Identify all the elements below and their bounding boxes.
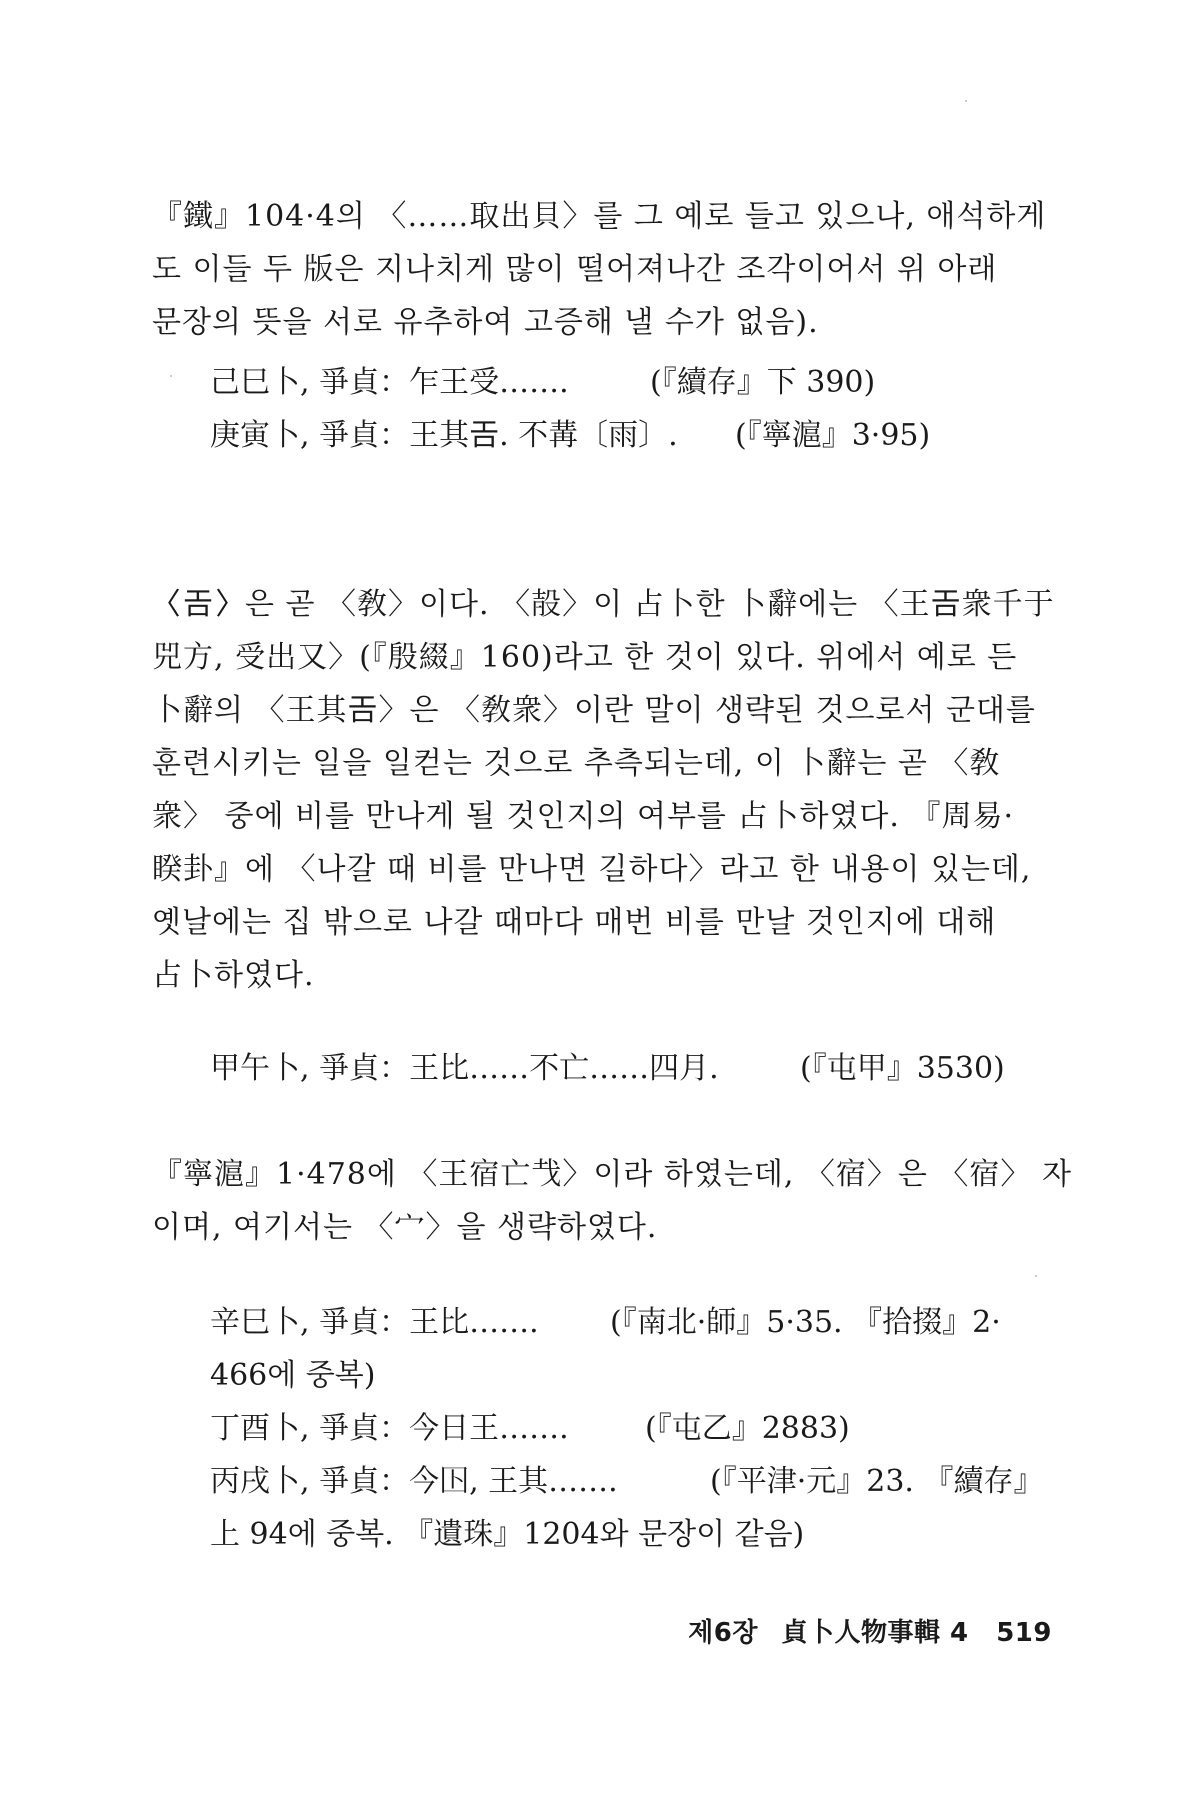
text-line: 卜辭의 〈王其𢀛〉은 〈敎衆〉이란 말이 생략된 것으로서 군대를: [152, 693, 1036, 728]
text-line: 옛날에는 집 밖으로 나갈 때마다 매번 비를 만날 것인지에 대해: [152, 905, 997, 940]
citation-ref: (『續存』下 390): [650, 365, 876, 400]
citation-text: 丙戌卜, 爭貞：今𡆥, 王其…….: [210, 1464, 618, 1499]
citation-text: 甲午卜, 爭貞：王比……不亡……四月.: [210, 1051, 719, 1086]
footer-chapter: 제6장: [688, 1618, 758, 1648]
citation-row: [210, 1508, 1060, 1561]
citation-row: [210, 356, 1060, 409]
citation-block-3: [210, 1296, 1060, 1561]
citation-continuation: 上 94에 중복. 『遺珠』1204와 문장이 같음): [210, 1517, 805, 1552]
citation-row: [210, 1402, 1060, 1455]
scan-speck: [965, 100, 967, 102]
citation-row: [210, 1455, 1060, 1508]
scan-speck: [170, 375, 172, 377]
citation-ref: (『南北·師』5·35. 『拾掇』2·: [610, 1305, 1001, 1340]
page-footer: [688, 1612, 1052, 1649]
text-line: 『寧滬』1·478에 〈王宿亡𢦏〉이라 하였는데, 〈宿〉은 〈宿〉 자: [152, 1157, 1072, 1192]
citation-text: 己巳卜, 爭貞：乍王受…….: [210, 365, 569, 400]
paragraph-1: [152, 190, 1052, 349]
text-line: 衆〉 중에 비를 만나게 될 것인지의 여부를 占卜하였다. 『周易·: [152, 799, 1015, 834]
citation-text: 辛巳卜, 爭貞：王比…….: [210, 1305, 539, 1340]
text-line: 문장의 뜻을 서로 유추하여 고증해 낼 수가 없음).: [152, 305, 819, 340]
scan-speck: [1035, 1275, 1037, 1277]
citation-ref: (『屯甲』3530): [800, 1051, 1005, 1086]
paragraph-3: [152, 1148, 1072, 1254]
citation-block-2: [210, 1042, 1060, 1095]
text-line: 『鐵』104·4의 〈……取出貝〉를 그 예로 들고 있으나, 애석하게: [152, 199, 1047, 234]
citation-ref: (『屯乙』2883): [645, 1411, 850, 1446]
text-line: 占卜하였다.: [152, 958, 315, 993]
citation-text: 庚寅卜, 爭貞：王其𢀛. 不冓〔雨〕.: [210, 418, 678, 453]
paragraph-2: [152, 578, 1055, 1002]
citation-block-1: [210, 356, 1060, 462]
citation-row: [210, 409, 1060, 462]
text-line: 도 이들 두 版은 지나치게 많이 떨어져나간 조각이어서 위 아래: [152, 252, 998, 287]
citation-continuation: 466에 중복): [210, 1358, 376, 1393]
citation-ref: (『寧滬』3·95): [735, 418, 931, 453]
text-line: 〈𢀛〉은 곧 〈敎〉이다. 〈㱿〉이 占卜한 卜辭에는 〈王𢀛衆千于: [152, 587, 1055, 622]
citation-row: [210, 1042, 1060, 1095]
page-number: 519: [996, 1618, 1052, 1648]
citation-row: [210, 1296, 1060, 1349]
text-line: 이며, 여기서는 〈宀〉을 생략하였다.: [152, 1210, 658, 1245]
text-line: 훈련시키는 일을 일컫는 것으로 추측되는데, 이 卜辭는 곧 〈敎: [152, 746, 1001, 781]
citation-ref: (『平津·元』23. 『續存』: [710, 1464, 1044, 1499]
footer-title: 貞卜人物事輯 4: [781, 1618, 969, 1648]
text-line: 兕方, 受出又〉(『殷綴』160)라고 한 것이 있다. 위에서 예로 든: [152, 640, 1018, 675]
citation-text: 丁酉卜, 爭貞：今日王…….: [210, 1411, 569, 1446]
citation-row: [210, 1349, 1060, 1402]
text-line: 睽卦』에 〈나갈 때 비를 만나면 길하다〉라고 한 내용이 있는데,: [152, 852, 1032, 887]
